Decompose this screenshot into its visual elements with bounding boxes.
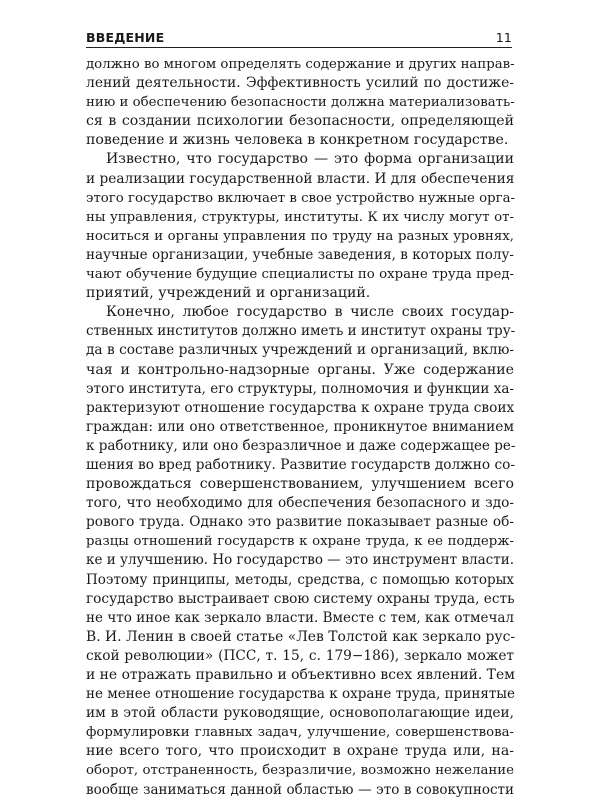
text-line: Конечно, любое государство в числе своих государ- — [106, 304, 514, 321]
text-line: и не отражать правильно и объективно всех явлений. Тем — [86, 667, 515, 683]
text-line: да в составе различных учреждений и организаций, вклю- — [86, 342, 514, 359]
text-line: рового труда. Однако это развитие показывает разные об- — [86, 514, 514, 531]
text-line: не менее отношение государства к охране труда, принятые — [86, 686, 516, 703]
text-line: того, что необходимо для обеспечения безопасного и здо- — [86, 495, 514, 512]
text-line: нию и обеспечению безопасности должна материализовать- — [86, 95, 515, 111]
body-text — [86, 55, 514, 800]
text-line: вообще заниматься данной областью — это в совокупности — [86, 781, 514, 798]
text-line: чают обучение будущие специалисты по охране труда пред- — [86, 267, 514, 283]
text-line: ке и улучшению. Но государство — это инструмент власти. — [86, 552, 514, 569]
text-line: Поэтому принципы, методы, средства, с помощью которых — [86, 571, 514, 588]
text-line: рактеризуют отношение государства к охране труда своих — [86, 399, 515, 416]
text-line: Известно, что государство — это форма организации — [106, 151, 514, 168]
text-line: им в этой области руководящие, основополагающие идеи, — [86, 705, 514, 722]
text-line: приятий, учреждений и организаций. — [86, 285, 371, 302]
text-line: формулировки главных задач, улучшение, совершенствова- — [86, 725, 514, 741]
text-line: носиться и органы управления по труду на разных уровнях, — [86, 228, 514, 244]
header-rule — [86, 47, 512, 48]
text-line: В. И. Ленин в своей статье «Лев Толстой как зеркало рус- — [86, 628, 516, 645]
text-line: ние всего того, что происходит в охране труда или, на- — [86, 743, 514, 760]
text-line: государство выстраивает свою систему охраны труда, есть — [86, 590, 515, 607]
text-line: ны управления, структуры, институты. К их числу могут от- — [86, 209, 514, 225]
text-line: этого государство включает в свое устройство нужные орга- — [86, 190, 516, 206]
text-line: должно во многом определять содержание и других направ- — [86, 57, 515, 72]
running-head — [86, 28, 512, 46]
text-line: разцы отношений государств к охране труда, к ее поддерж- — [86, 534, 514, 550]
text-line: оборот, отстраненность, безразличие, возможно нежелание — [86, 763, 514, 779]
text-line: провождаться совершенствованием, улучшением всего — [86, 476, 514, 493]
text-line: ственных институтов должно иметь и институт охраны тру- — [86, 323, 516, 340]
section-title: ВВЕДЕНИЕ — [86, 30, 165, 45]
text-line: лений деятельности. Эффективность усилий по достиже- — [86, 75, 514, 92]
text-line: шения во вред работнику. Развитие государств должно со- — [86, 456, 516, 473]
text-line: этого института, его структуры, полномочия и функции ха- — [86, 380, 514, 397]
text-line: научные организации, учебные заведения, в которых полу- — [86, 246, 514, 263]
page-number: 11 — [495, 30, 512, 45]
text-line: ся в создании психологии безопасности, определяющей — [86, 113, 514, 130]
text-line: ской революции» (ПСС, т. 15, с. 179−186), зеркало может — [86, 647, 514, 664]
text-line: поведение и жизнь человека в конкретном государстве. — [86, 132, 509, 149]
text-line: чая и контрольно-надзорные органы. Уже содержание — [86, 361, 514, 378]
text-line: и реализации государственной власти. И для обеспечения — [86, 170, 515, 187]
text-line: не что иное как зеркало власти. Вместе с тем, как отмечал — [86, 609, 514, 626]
text-line: к работнику, или оно безразличное и даже содержащее ре- — [86, 437, 516, 454]
text-line: граждан: или оно ответственное, проникнутое вниманием — [86, 418, 514, 435]
